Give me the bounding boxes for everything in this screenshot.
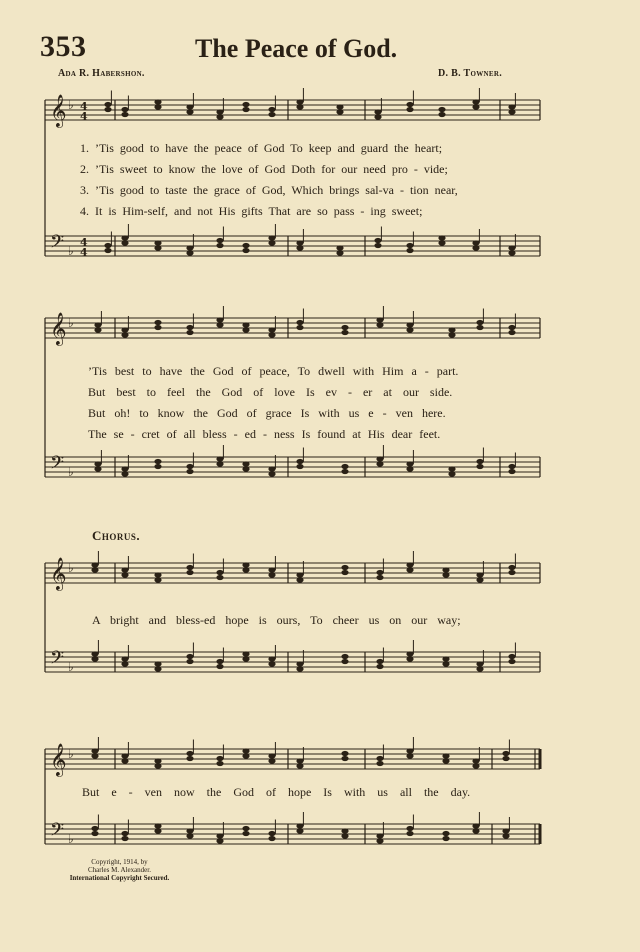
copyright-line-2: Charles M. Alexander. [88, 866, 151, 874]
bass-note [216, 659, 223, 664]
treble-note [186, 109, 193, 114]
bass-note [406, 831, 413, 836]
bass-note [268, 235, 275, 240]
treble-note [242, 567, 249, 572]
treble-note [438, 112, 445, 117]
bass-note [154, 828, 161, 833]
treble-note [94, 322, 101, 327]
treble-note [121, 753, 128, 758]
treble-note [186, 330, 193, 335]
bass-note [376, 461, 383, 466]
bass-note [268, 656, 275, 661]
bass-note [186, 833, 193, 838]
treble-note [508, 330, 515, 335]
treble-note [186, 756, 193, 761]
bass-note [406, 656, 413, 661]
treble-note [242, 327, 249, 332]
treble-note [94, 327, 101, 332]
bass-note [154, 464, 161, 469]
treble-note [374, 109, 381, 114]
treble-note [341, 756, 348, 761]
bass-note [268, 466, 275, 471]
treble-note [341, 330, 348, 335]
bass-note [104, 248, 111, 253]
treble-note [121, 572, 128, 577]
treble-note [476, 572, 483, 577]
treble-note [376, 570, 383, 575]
treble-note [216, 570, 223, 575]
time-signature-bottom: 4 [80, 110, 88, 123]
treble-note [154, 577, 161, 582]
bass-note [406, 826, 413, 831]
treble-note [91, 567, 98, 572]
bass-note [121, 235, 128, 240]
treble-note [406, 562, 413, 567]
bass-note [341, 464, 348, 469]
hymn-number: 353 [40, 30, 87, 63]
bass-note [216, 456, 223, 461]
bass-note [242, 656, 249, 661]
bass-note [448, 466, 455, 471]
treble-note [476, 577, 483, 582]
treble-note [336, 104, 343, 109]
bass-note [442, 836, 449, 841]
flat-icon: ♭ [68, 747, 74, 761]
bass-note [374, 243, 381, 248]
treble-clef-icon: 𝄞 [50, 94, 67, 127]
bass-note [476, 464, 483, 469]
flat-icon: ♭ [68, 832, 74, 846]
bass-note [242, 243, 249, 248]
bass-note [242, 651, 249, 656]
treble-note [121, 758, 128, 763]
bass-note [376, 838, 383, 843]
bass-note [502, 828, 509, 833]
treble-note [296, 758, 303, 763]
treble-note [296, 763, 303, 768]
bass-note [508, 654, 515, 659]
treble-note [341, 565, 348, 570]
bass-note [121, 471, 128, 476]
bass-note [406, 243, 413, 248]
music-system-2 [0, 305, 640, 505]
treble-note [296, 577, 303, 582]
treble-note [268, 572, 275, 577]
bass-note [406, 466, 413, 471]
bass-note [341, 469, 348, 474]
bass-note [442, 656, 449, 661]
treble-note [376, 322, 383, 327]
flat-icon: ♭ [68, 316, 74, 330]
bass-note [336, 245, 343, 250]
treble-note [186, 104, 193, 109]
bass-note [91, 656, 98, 661]
treble-note [91, 753, 98, 758]
bass-note [296, 666, 303, 671]
treble-note [476, 325, 483, 330]
bass-note [216, 238, 223, 243]
bass-note [216, 243, 223, 248]
music-system-4 [0, 738, 640, 878]
treble-note [268, 758, 275, 763]
treble-note [121, 107, 128, 112]
bass-note [442, 831, 449, 836]
treble-note [508, 104, 515, 109]
verse-3-line-2: But oh! to know the God of grace Is with us e - ven here. [88, 406, 446, 420]
treble-note [376, 761, 383, 766]
treble-note [91, 562, 98, 567]
treble-note [376, 575, 383, 580]
bass-note [154, 823, 161, 828]
treble-note [406, 327, 413, 332]
author-credit: Ada R. Habershon. [58, 68, 145, 79]
time-signature-top: 4 [80, 236, 88, 249]
bass-note [376, 456, 383, 461]
bass-clef-icon: 𝄢 [50, 648, 65, 673]
bass-note [186, 659, 193, 664]
bass-note [508, 250, 515, 255]
time-signature-bottom: 4 [80, 246, 88, 259]
treble-clef-icon: 𝄞 [50, 743, 67, 776]
treble-note [508, 109, 515, 114]
treble-note [154, 572, 161, 577]
verse-4-line-1: 4. It is Him-self, and not His gifts That are so pass - ing sweet; [80, 204, 423, 218]
treble-clef-icon: 𝄞 [50, 312, 67, 345]
treble-note [154, 763, 161, 768]
treble-note [502, 751, 509, 756]
bass-note [121, 836, 128, 841]
treble-note [406, 567, 413, 572]
treble-note [296, 325, 303, 330]
chorus-label: Chorus. [92, 528, 141, 543]
bass-note [121, 240, 128, 245]
bass-clef-icon: 𝄢 [50, 820, 65, 845]
treble-note [376, 317, 383, 322]
treble-note [154, 99, 161, 104]
bass-note [91, 651, 98, 656]
bass-note [242, 826, 249, 831]
verse-2-line-2: But best to feel the God of love Is ev - er at our side. [88, 385, 453, 399]
treble-note [406, 748, 413, 753]
treble-note [296, 99, 303, 104]
bass-note [476, 459, 483, 464]
bass-note [242, 461, 249, 466]
verse-1-line-1: 1. ’Tis good to have the peace of God To keep and guard the heart; [80, 141, 443, 155]
treble-note [154, 104, 161, 109]
treble-note [242, 102, 249, 107]
treble-note [268, 753, 275, 758]
treble-note [476, 320, 483, 325]
bass-note [186, 828, 193, 833]
treble-note [442, 572, 449, 577]
treble-note [268, 332, 275, 337]
bass-note [406, 461, 413, 466]
treble-note [472, 99, 479, 104]
treble-note [472, 763, 479, 768]
bass-note [502, 833, 509, 838]
bass-note [376, 664, 383, 669]
bass-note [268, 240, 275, 245]
bass-note [154, 661, 161, 666]
bass-note [91, 826, 98, 831]
treble-note [296, 572, 303, 577]
bass-note [154, 240, 161, 245]
treble-note [472, 758, 479, 763]
flat-icon: ♭ [68, 660, 74, 674]
treble-note [341, 325, 348, 330]
bass-note [268, 661, 275, 666]
composer-credit: D. B. Towner. [438, 68, 503, 79]
treble-note [242, 562, 249, 567]
bass-note [296, 240, 303, 245]
treble-note [121, 327, 128, 332]
bass-note [374, 238, 381, 243]
treble-note [442, 567, 449, 572]
bass-note [268, 471, 275, 476]
bass-note [268, 836, 275, 841]
bass-note [406, 248, 413, 253]
verse-2-line-1: 2. ’Tis sweet to know the love of God Doth for our need pro - vide; [80, 162, 448, 176]
bass-note [508, 464, 515, 469]
bass-note [472, 823, 479, 828]
bass-note [186, 250, 193, 255]
treble-note [448, 327, 455, 332]
treble-note [442, 758, 449, 763]
treble-note [406, 322, 413, 327]
treble-note [341, 751, 348, 756]
bass-note [242, 466, 249, 471]
treble-note [242, 322, 249, 327]
bass-note [376, 833, 383, 838]
treble-note [438, 107, 445, 112]
bass-note [508, 469, 515, 474]
treble-note [448, 332, 455, 337]
bass-note [186, 469, 193, 474]
treble-note [508, 570, 515, 575]
bass-note [242, 831, 249, 836]
treble-note [121, 567, 128, 572]
treble-note [406, 107, 413, 112]
bass-note [296, 459, 303, 464]
treble-note [268, 567, 275, 572]
treble-note [268, 107, 275, 112]
flat-icon: ♭ [68, 244, 74, 258]
bass-note [472, 240, 479, 245]
treble-note [104, 102, 111, 107]
bass-note [448, 471, 455, 476]
treble-note [268, 112, 275, 117]
treble-note [186, 570, 193, 575]
treble-note [296, 104, 303, 109]
chorus-line-1: A bright and bless-ed hope is ours, To cheer us on our way; [92, 613, 461, 627]
bass-note [154, 459, 161, 464]
verse-3-line-1: 3. ’Tis good to taste the grace of God, Which brings sal-va - tion near, [80, 183, 458, 197]
treble-note [242, 753, 249, 758]
treble-note [154, 758, 161, 763]
treble-note [216, 109, 223, 114]
treble-note [406, 102, 413, 107]
treble-note [216, 756, 223, 761]
treble-note [242, 748, 249, 753]
bass-clef-icon: 𝄢 [50, 232, 65, 257]
bass-note [508, 245, 515, 250]
chorus-line-2: But e - ven now the God of hope Is with us all the day. [82, 785, 471, 799]
bass-note [341, 828, 348, 833]
bass-note [154, 666, 161, 671]
bass-note [336, 250, 343, 255]
treble-note [121, 112, 128, 117]
bass-note [216, 838, 223, 843]
bass-note [376, 659, 383, 664]
bass-note [216, 461, 223, 466]
treble-note [341, 570, 348, 575]
time-signature-top: 4 [80, 100, 88, 113]
bass-note [341, 659, 348, 664]
treble-note [406, 753, 413, 758]
flat-icon: ♭ [68, 98, 74, 112]
copyright-line-3: International Copyright Secured. [69, 874, 170, 882]
treble-note [186, 751, 193, 756]
treble-note [186, 325, 193, 330]
treble-note [216, 114, 223, 119]
treble-note [374, 114, 381, 119]
treble-note [442, 753, 449, 758]
bass-note [186, 464, 193, 469]
bass-note [104, 243, 111, 248]
bass-note [296, 661, 303, 666]
bass-note [472, 828, 479, 833]
bass-note [438, 235, 445, 240]
treble-note [186, 565, 193, 570]
bass-note [438, 240, 445, 245]
treble-note [336, 109, 343, 114]
treble-note [216, 761, 223, 766]
treble-note [121, 332, 128, 337]
treble-note [104, 107, 111, 112]
treble-note [91, 748, 98, 753]
bass-note [216, 833, 223, 838]
bass-note [406, 651, 413, 656]
bass-note [472, 245, 479, 250]
bass-note [121, 661, 128, 666]
bass-note [154, 245, 161, 250]
treble-note [296, 320, 303, 325]
bass-clef-icon: 𝄢 [50, 453, 65, 478]
bass-note [442, 661, 449, 666]
bass-note [186, 654, 193, 659]
bass-note [121, 656, 128, 661]
flat-icon: ♭ [68, 561, 74, 575]
treble-clef-icon: 𝄞 [50, 557, 67, 590]
bass-note [94, 466, 101, 471]
bass-note [121, 831, 128, 836]
treble-note [154, 325, 161, 330]
bass-note [91, 831, 98, 836]
flat-icon: ♭ [68, 465, 74, 479]
treble-note [376, 756, 383, 761]
bass-note [242, 248, 249, 253]
bass-note [296, 828, 303, 833]
treble-note [242, 107, 249, 112]
treble-note [216, 575, 223, 580]
bass-note [508, 659, 515, 664]
copyright-line-1: Copyright, 1914, by [91, 858, 148, 866]
treble-note [502, 756, 509, 761]
bass-note [296, 464, 303, 469]
bass-note [296, 823, 303, 828]
hymn-title: The Peace of God. [195, 34, 398, 63]
copyright-notice [62, 858, 177, 882]
treble-note [268, 327, 275, 332]
bass-note [94, 461, 101, 466]
treble-note [508, 565, 515, 570]
bass-note [121, 466, 128, 471]
bass-note [268, 831, 275, 836]
treble-note [216, 317, 223, 322]
treble-note [216, 322, 223, 327]
bass-note [476, 666, 483, 671]
bass-note [216, 664, 223, 669]
bass-note [186, 245, 193, 250]
bass-note [341, 654, 348, 659]
bass-note [296, 245, 303, 250]
bass-note [476, 661, 483, 666]
bass-note [341, 833, 348, 838]
treble-note [154, 320, 161, 325]
treble-note [472, 104, 479, 109]
verse-1-line-2: ’Tis best to have the God of peace, To dwell with Him a - part. [88, 364, 459, 378]
treble-note [508, 325, 515, 330]
verse-4-line-2: The se - cret of all bless - ed - ness Is found at His dear feet. [88, 427, 441, 441]
